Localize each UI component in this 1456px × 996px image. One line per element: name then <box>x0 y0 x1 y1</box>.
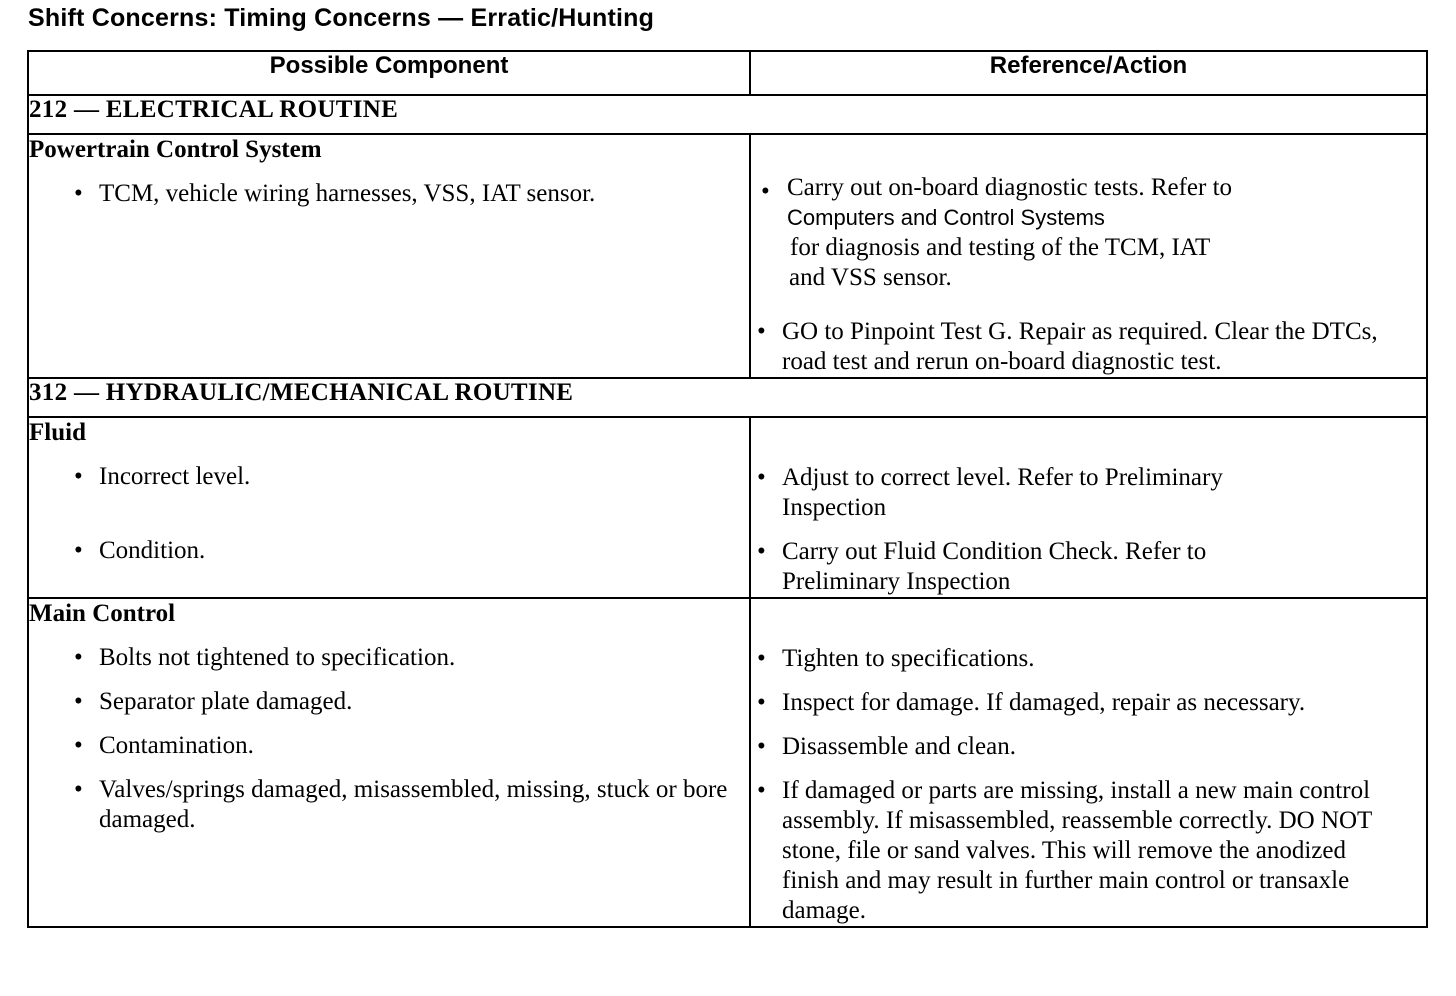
component-cell <box>28 134 750 378</box>
list-item <box>29 731 749 761</box>
list-item <box>29 687 749 717</box>
list-item <box>751 732 1426 762</box>
action-list <box>751 173 1426 377</box>
section-heading-electrical: 212 — ELECTRICAL ROUTINE <box>28 95 1427 134</box>
reference-link-computers: Computers and Control Systems <box>787 205 1105 230</box>
list-item <box>751 463 1426 523</box>
action-cell <box>750 134 1427 378</box>
bullet-icon: • <box>74 776 83 803</box>
list-item <box>751 644 1426 674</box>
component-list <box>29 643 749 835</box>
table-row <box>28 598 1427 927</box>
list-item <box>751 688 1426 718</box>
list-item-text: Condition. <box>99 537 206 564</box>
bullet-icon: • <box>757 777 766 804</box>
list-item-text: Adjust to correct level. Refer to Preliminary Inspection <box>782 464 1223 521</box>
list-item-text: Bolts not tightened to specification. <box>99 644 456 671</box>
component-title: Powertrain Control System <box>29 136 322 163</box>
list-item-text: Tighten to specifications. <box>782 645 1035 672</box>
list-item <box>751 776 1426 926</box>
list-item-text: Incorrect level. <box>99 463 251 490</box>
action-cell <box>750 598 1427 927</box>
bullet-icon: • <box>757 464 766 491</box>
action-list <box>751 644 1426 926</box>
section-row <box>28 95 1427 134</box>
list-item <box>751 317 1426 377</box>
bullet-icon: • <box>757 645 766 672</box>
list-item <box>29 462 749 492</box>
component-cell <box>28 598 750 927</box>
list-item-text: Inspect for damage. If damaged, repair as necessary. <box>782 689 1306 716</box>
diagnosis-table <box>27 50 1428 928</box>
list-item <box>29 775 749 835</box>
list-item-text: Carry out on-board diagnostic tests. Refer to <box>787 174 1233 201</box>
list-item-text: Carry out Fluid Condition Check. Refer to Preliminary Inspection <box>782 538 1207 595</box>
bullet-icon: • <box>757 538 766 565</box>
list-item <box>751 173 1426 293</box>
bullet-icon: • <box>757 689 766 716</box>
list-item-text: Valves/springs damaged, misassembled, missing, stuck or bore damaged. <box>99 776 728 833</box>
list-item <box>29 536 749 566</box>
list-item-text: GO to Pinpoint Test G. Repair as required. Clear the DTCs, road test and rerun on-board diagnostic test. <box>782 318 1378 375</box>
list-item <box>751 537 1426 597</box>
list-item-text: and VSS sensor. <box>789 264 952 291</box>
list-item-text: Disassemble and clean. <box>782 733 1016 760</box>
component-cell <box>28 417 750 598</box>
table-row <box>28 134 1427 378</box>
table-header-row <box>28 51 1427 95</box>
bullet-icon: • <box>74 688 83 715</box>
section-row <box>28 378 1427 417</box>
list-item-text: Contamination. <box>99 732 254 759</box>
list-item-text: Separator plate damaged. <box>99 688 353 715</box>
bullet-icon: • <box>74 537 83 564</box>
bullet-icon: • <box>74 180 83 207</box>
column-header-action: Reference/Action <box>750 51 1427 95</box>
list-item-text: TCM, vehicle wiring harnesses, VSS, IAT sensor. <box>99 180 596 207</box>
page-title: Shift Concerns: Timing Concerns — Erratic/Hunting <box>28 4 655 32</box>
component-title: Main Control <box>29 600 176 627</box>
section-heading-hydraulic: 312 — HYDRAULIC/MECHANICAL ROUTINE <box>28 378 1427 417</box>
bullet-icon: • <box>757 318 766 345</box>
component-title: Fluid <box>29 419 86 446</box>
list-item-text: for diagnosis and testing of the TCM, IAT <box>790 234 1211 261</box>
column-header-component: Possible Component <box>28 51 750 95</box>
action-cell <box>750 417 1427 598</box>
bullet-icon: • <box>761 178 770 205</box>
bullet-icon: • <box>757 733 766 760</box>
list-item-text: If damaged or parts are missing, install a new main control assembly. If misassembled, reassemble correctly. DO NOT stone, file or sand valves. This will remove the anodized finish and may result in further main control or transaxle damage. <box>782 777 1372 924</box>
table-row <box>28 417 1427 598</box>
list-item <box>29 179 749 209</box>
list-item <box>29 643 749 673</box>
component-list <box>29 179 749 209</box>
bullet-icon: • <box>74 732 83 759</box>
bullet-icon: • <box>74 644 83 671</box>
component-list <box>29 462 749 566</box>
action-list <box>751 463 1426 597</box>
bullet-icon: • <box>74 463 83 490</box>
